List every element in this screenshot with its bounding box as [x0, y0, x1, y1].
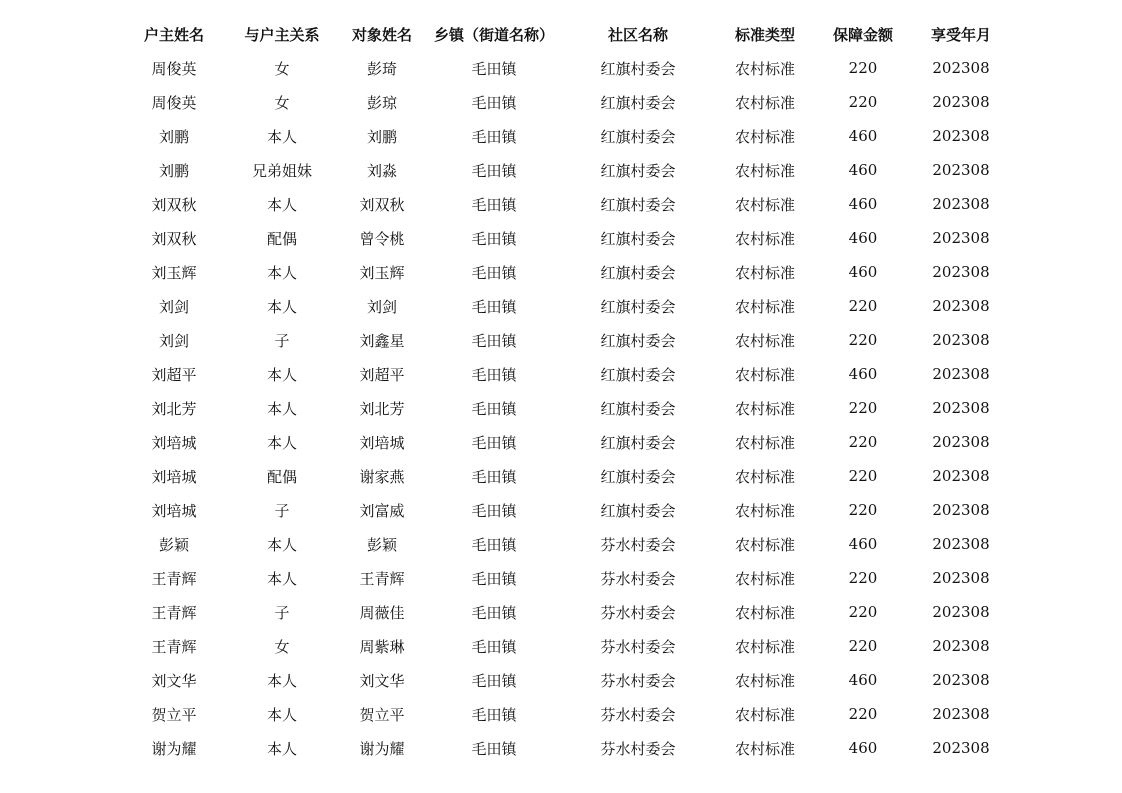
- relationship-cell: 配偶: [266, 229, 297, 248]
- relationship-cell: 子: [274, 331, 290, 350]
- township-cell: 毛田镇: [471, 161, 517, 180]
- amount-cell: 220: [848, 433, 878, 451]
- period-cell: 202308: [932, 433, 990, 451]
- period-cell: 202308: [932, 229, 990, 247]
- standard-type-cell: 农村标准: [734, 331, 795, 350]
- standard-type-cell: 农村标准: [734, 603, 795, 622]
- householder-name-cell: 王青辉: [151, 637, 197, 656]
- amount-cell: 220: [848, 637, 878, 655]
- amount-cell: 460: [848, 161, 878, 179]
- amount-cell: 220: [848, 297, 878, 315]
- period-cell: 202308: [932, 331, 990, 349]
- amount-cell: 220: [848, 467, 878, 485]
- amount-cell: 220: [848, 501, 878, 519]
- community-cell: 红旗村委会: [600, 59, 676, 78]
- householder-name-cell: 刘双秋: [151, 195, 197, 214]
- township-cell: 毛田镇: [471, 331, 517, 350]
- community-cell: 芬水村委会: [600, 569, 676, 588]
- table-row: [120, 51, 1010, 85]
- township-cell: 毛田镇: [471, 501, 517, 520]
- recipient-name-cell: 刘文华: [359, 671, 405, 690]
- table-row: [120, 493, 1010, 527]
- relationship-cell: 本人: [266, 195, 297, 214]
- relationship-cell: 本人: [266, 671, 297, 690]
- community-cell: 芬水村委会: [600, 705, 676, 724]
- community-cell: 红旗村委会: [600, 297, 676, 316]
- relationship-cell: 本人: [266, 739, 297, 758]
- table-row: [120, 425, 1010, 459]
- period-cell: 202308: [932, 59, 990, 77]
- table-row: [120, 595, 1010, 629]
- amount-cell: 460: [848, 535, 878, 553]
- table-body: [120, 51, 1010, 765]
- relationship-cell: 本人: [266, 535, 297, 554]
- township-cell: 毛田镇: [471, 535, 517, 554]
- table-row: [120, 357, 1010, 391]
- township-cell: 毛田镇: [471, 433, 517, 452]
- standard-type-cell: 农村标准: [734, 365, 795, 384]
- community-cell: 芬水村委会: [600, 603, 676, 622]
- relationship-cell: 女: [274, 59, 290, 78]
- relationship-cell: 女: [274, 93, 290, 112]
- period-cell: 202308: [932, 127, 990, 145]
- township-cell: 毛田镇: [471, 671, 517, 690]
- header-recipient-name: 对象姓名: [351, 25, 412, 44]
- township-cell: 毛田镇: [471, 603, 517, 622]
- relationship-cell: 子: [274, 501, 290, 520]
- amount-cell: 460: [848, 195, 878, 213]
- recipient-name-cell: 曾令桃: [359, 229, 405, 248]
- community-cell: 红旗村委会: [600, 195, 676, 214]
- recipient-name-cell: 谢家燕: [359, 467, 405, 486]
- township-cell: 毛田镇: [471, 263, 517, 282]
- amount-cell: 220: [848, 331, 878, 349]
- householder-name-cell: 刘培城: [151, 467, 197, 486]
- relationship-cell: 兄弟姐妹: [251, 161, 312, 180]
- community-cell: 芬水村委会: [600, 535, 676, 554]
- period-cell: 202308: [932, 93, 990, 111]
- standard-type-cell: 农村标准: [734, 297, 795, 316]
- table-row: [120, 153, 1010, 187]
- householder-name-cell: 刘培城: [151, 433, 197, 452]
- table-row: [120, 255, 1010, 289]
- standard-type-cell: 农村标准: [734, 195, 795, 214]
- amount-cell: 460: [848, 263, 878, 281]
- amount-cell: 460: [848, 229, 878, 247]
- period-cell: 202308: [932, 467, 990, 485]
- householder-name-cell: 刘剑: [158, 297, 189, 316]
- relationship-cell: 本人: [266, 127, 297, 146]
- table-row: [120, 527, 1010, 561]
- period-cell: 202308: [932, 739, 990, 757]
- householder-name-cell: 刘培城: [151, 501, 197, 520]
- relationship-cell: 本人: [266, 399, 297, 418]
- relationship-cell: 本人: [266, 365, 297, 384]
- recipient-name-cell: 彭颖: [366, 535, 397, 554]
- amount-cell: 220: [848, 705, 878, 723]
- period-cell: 202308: [932, 569, 990, 587]
- standard-type-cell: 农村标准: [734, 569, 795, 588]
- township-cell: 毛田镇: [471, 297, 517, 316]
- community-cell: 芬水村委会: [600, 739, 676, 758]
- township-cell: 毛田镇: [471, 59, 517, 78]
- recipient-name-cell: 周紫琳: [359, 637, 405, 656]
- amount-cell: 460: [848, 365, 878, 383]
- table-row: [120, 663, 1010, 697]
- relationship-cell: 女: [274, 637, 290, 656]
- community-cell: 芬水村委会: [600, 637, 676, 656]
- standard-type-cell: 农村标准: [734, 93, 795, 112]
- standard-type-cell: 农村标准: [734, 535, 795, 554]
- table-row: [120, 85, 1010, 119]
- recipient-name-cell: 王青辉: [359, 569, 405, 588]
- community-cell: 红旗村委会: [600, 399, 676, 418]
- table-row: [120, 119, 1010, 153]
- standard-type-cell: 农村标准: [734, 467, 795, 486]
- householder-name-cell: 王青辉: [151, 603, 197, 622]
- householder-name-cell: 王青辉: [151, 569, 197, 588]
- householder-name-cell: 周俊英: [151, 59, 197, 78]
- table-header: [120, 17, 1010, 51]
- period-cell: 202308: [932, 535, 990, 553]
- table-row: [120, 391, 1010, 425]
- period-cell: 202308: [932, 705, 990, 723]
- householder-name-cell: 刘北芳: [151, 399, 197, 418]
- community-cell: 红旗村委会: [600, 501, 676, 520]
- period-cell: 202308: [932, 399, 990, 417]
- township-cell: 毛田镇: [471, 93, 517, 112]
- standard-type-cell: 农村标准: [734, 739, 795, 758]
- header-standard-type: 标准类型: [734, 25, 795, 44]
- standard-type-cell: 农村标准: [734, 705, 795, 724]
- standard-type-cell: 农村标准: [734, 399, 795, 418]
- period-cell: 202308: [932, 501, 990, 519]
- recipient-name-cell: 彭琼: [366, 93, 397, 112]
- recipient-name-cell: 刘富威: [359, 501, 405, 520]
- standard-type-cell: 农村标准: [734, 433, 795, 452]
- community-cell: 红旗村委会: [600, 161, 676, 180]
- householder-name-cell: 刘鹏: [158, 161, 189, 180]
- table-row: [120, 697, 1010, 731]
- householder-name-cell: 刘剑: [158, 331, 189, 350]
- householder-name-cell: 贺立平: [151, 705, 197, 724]
- community-cell: 红旗村委会: [600, 433, 676, 452]
- householder-name-cell: 彭颖: [158, 535, 189, 554]
- recipient-name-cell: 刘鑫星: [359, 331, 405, 350]
- period-cell: 202308: [932, 671, 990, 689]
- amount-cell: 220: [848, 399, 878, 417]
- amount-cell: 220: [848, 569, 878, 587]
- amount-cell: 460: [848, 671, 878, 689]
- table-row: [120, 731, 1010, 765]
- period-cell: 202308: [932, 263, 990, 281]
- period-cell: 202308: [932, 297, 990, 315]
- table-row: [120, 221, 1010, 255]
- header-row: [120, 17, 1010, 51]
- relationship-cell: 本人: [266, 569, 297, 588]
- amount-cell: 220: [848, 59, 878, 77]
- township-cell: 毛田镇: [471, 195, 517, 214]
- householder-name-cell: 刘鹏: [158, 127, 189, 146]
- community-cell: 红旗村委会: [600, 263, 676, 282]
- table-row: [120, 629, 1010, 663]
- township-cell: 毛田镇: [471, 399, 517, 418]
- householder-name-cell: 刘双秋: [151, 229, 197, 248]
- recipient-name-cell: 刘北芳: [359, 399, 405, 418]
- header-township: 乡镇（街道名称）: [433, 25, 554, 44]
- period-cell: 202308: [932, 603, 990, 621]
- period-cell: 202308: [932, 161, 990, 179]
- standard-type-cell: 农村标准: [734, 671, 795, 690]
- amount-cell: 220: [848, 603, 878, 621]
- standard-type-cell: 农村标准: [734, 263, 795, 282]
- recipient-name-cell: 刘培城: [359, 433, 405, 452]
- period-cell: 202308: [932, 637, 990, 655]
- standard-type-cell: 农村标准: [734, 637, 795, 656]
- recipient-name-cell: 刘剑: [366, 297, 397, 316]
- township-cell: 毛田镇: [471, 637, 517, 656]
- recipient-name-cell: 贺立平: [359, 705, 405, 724]
- community-cell: 红旗村委会: [600, 229, 676, 248]
- relationship-cell: 本人: [266, 433, 297, 452]
- township-cell: 毛田镇: [471, 229, 517, 248]
- amount-cell: 460: [848, 739, 878, 757]
- header-relationship: 与户主关系: [244, 25, 320, 44]
- period-cell: 202308: [932, 195, 990, 213]
- relationship-cell: 本人: [266, 705, 297, 724]
- header-community: 社区名称: [607, 25, 668, 44]
- recipient-name-cell: 彭琦: [366, 59, 397, 78]
- community-cell: 红旗村委会: [600, 467, 676, 486]
- recipient-name-cell: 谢为耀: [359, 739, 405, 758]
- standard-type-cell: 农村标准: [734, 229, 795, 248]
- recipient-name-cell: 刘玉辉: [359, 263, 405, 282]
- header-period: 享受年月: [930, 25, 991, 44]
- township-cell: 毛田镇: [471, 739, 517, 758]
- table-row: [120, 323, 1010, 357]
- standard-type-cell: 农村标准: [734, 59, 795, 78]
- community-cell: 红旗村委会: [600, 127, 676, 146]
- community-cell: 芬水村委会: [600, 671, 676, 690]
- table-row: [120, 289, 1010, 323]
- township-cell: 毛田镇: [471, 467, 517, 486]
- table-row: [120, 459, 1010, 493]
- amount-cell: 220: [848, 93, 878, 111]
- beneficiary-table: [120, 17, 1010, 765]
- community-cell: 红旗村委会: [600, 93, 676, 112]
- relationship-cell: 本人: [266, 263, 297, 282]
- table-row: [120, 187, 1010, 221]
- householder-name-cell: 刘文华: [151, 671, 197, 690]
- township-cell: 毛田镇: [471, 569, 517, 588]
- householder-name-cell: 刘玉辉: [151, 263, 197, 282]
- township-cell: 毛田镇: [471, 127, 517, 146]
- standard-type-cell: 农村标准: [734, 127, 795, 146]
- householder-name-cell: 刘超平: [151, 365, 197, 384]
- standard-type-cell: 农村标准: [734, 501, 795, 520]
- recipient-name-cell: 刘双秋: [359, 195, 405, 214]
- period-cell: 202308: [932, 365, 990, 383]
- relationship-cell: 配偶: [266, 467, 297, 486]
- standard-type-cell: 农村标准: [734, 161, 795, 180]
- table-row: [120, 561, 1010, 595]
- amount-cell: 460: [848, 127, 878, 145]
- recipient-name-cell: 刘超平: [359, 365, 405, 384]
- householder-name-cell: 周俊英: [151, 93, 197, 112]
- township-cell: 毛田镇: [471, 365, 517, 384]
- header-householder-name: 户主姓名: [143, 25, 204, 44]
- community-cell: 红旗村委会: [600, 365, 676, 384]
- recipient-name-cell: 刘鹏: [366, 127, 397, 146]
- recipient-name-cell: 刘淼: [366, 161, 397, 180]
- township-cell: 毛田镇: [471, 705, 517, 724]
- householder-name-cell: 谢为耀: [151, 739, 197, 758]
- community-cell: 红旗村委会: [600, 331, 676, 350]
- relationship-cell: 子: [274, 603, 290, 622]
- recipient-name-cell: 周薇佳: [359, 603, 405, 622]
- header-amount: 保障金额: [832, 25, 893, 44]
- relationship-cell: 本人: [266, 297, 297, 316]
